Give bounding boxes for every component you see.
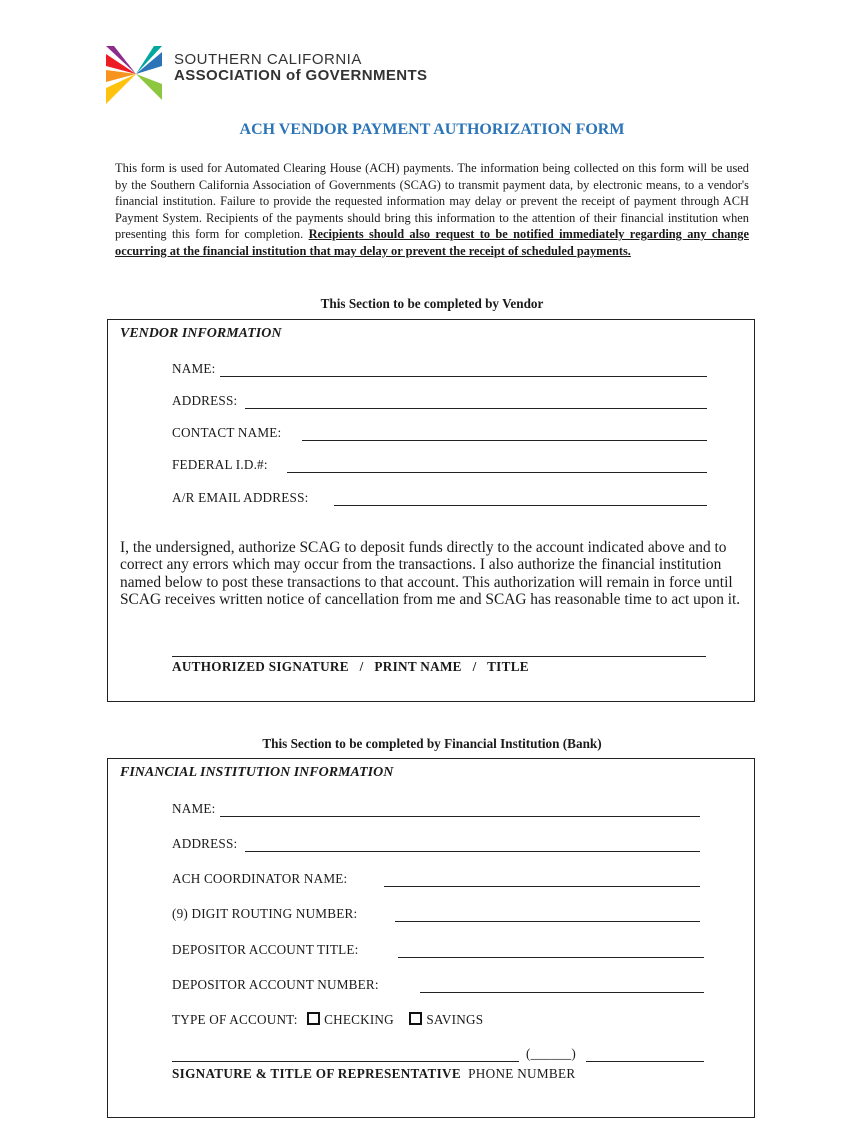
vendor-section-label: This Section to be completed by Vendor xyxy=(320,296,544,311)
bank-address-input[interactable] xyxy=(245,851,700,852)
authorized-signature-input[interactable] xyxy=(172,656,706,657)
routing-number-input[interactable] xyxy=(395,921,700,922)
account-title-input[interactable] xyxy=(398,957,704,958)
vendor-name-label: NAME: xyxy=(172,361,216,376)
account-number-label: DEPOSITOR ACCOUNT NUMBER: xyxy=(172,977,379,992)
vendor-federal-id-label: FEDERAL I.D.#: xyxy=(172,457,268,472)
scag-logo xyxy=(104,44,444,106)
logo-line-1: SOUTHERN CALIFORNIA xyxy=(174,51,362,68)
ach-coordinator-label: ACH COORDINATOR NAME: xyxy=(172,871,348,886)
scag-logo-mark-icon xyxy=(104,44,166,106)
vendor-name-input[interactable] xyxy=(220,376,707,377)
form-title: ACH VENDOR PAYMENT AUTHORIZATION FORM xyxy=(239,121,625,138)
checking-checkbox[interactable] xyxy=(307,1012,320,1025)
phone-number-caption: PHONE NUMBER xyxy=(468,1066,576,1081)
checking-label: CHECKING xyxy=(324,1012,394,1027)
vendor-info-box xyxy=(107,319,755,702)
representative-signature-input[interactable] xyxy=(172,1061,519,1062)
bank-address-label: ADDRESS: xyxy=(172,836,238,851)
vendor-contact-label: CONTACT NAME: xyxy=(172,425,282,440)
account-type-row xyxy=(172,1012,483,1028)
authorization-statement: I, the undersigned, authorize SCAG to deposit funds directly to the account indicated above and to correct any errors which may occur from the transactions. I also authorize the financial institution named below to post these transactions to that account. This authorization will remain in force until SCAG receives written notice of cancellation from me and SCAG has reasonable time to act upon it. xyxy=(120,539,741,609)
account-number-input[interactable] xyxy=(420,992,704,993)
bank-info-title: FINANCIAL INSTITUTION INFORMATION xyxy=(120,765,394,780)
savings-label: SAVINGS xyxy=(426,1012,484,1027)
intro-paragraph xyxy=(115,160,749,260)
savings-checkbox[interactable] xyxy=(409,1012,422,1025)
phone-number-input[interactable] xyxy=(586,1061,704,1062)
logo-line-2: ASSOCIATION of GOVERNMENTS xyxy=(174,66,428,84)
representative-signature-caption xyxy=(172,1066,575,1082)
vendor-info-title: VENDOR INFORMATION xyxy=(120,326,282,341)
phone-area-code: (______) xyxy=(526,1046,576,1061)
vendor-email-label: A/R EMAIL ADDRESS: xyxy=(172,490,309,505)
representative-caption-text: SIGNATURE & TITLE OF REPRESENTATIVE xyxy=(172,1066,461,1081)
account-title-label: DEPOSITOR ACCOUNT TITLE: xyxy=(172,942,359,957)
vendor-address-label: ADDRESS: xyxy=(172,393,238,408)
authorized-signature-caption: AUTHORIZED SIGNATURE / PRINT NAME / TITLE xyxy=(172,659,529,674)
ach-coordinator-input[interactable] xyxy=(384,886,700,887)
vendor-federal-id-input[interactable] xyxy=(287,472,707,473)
vendor-contact-input[interactable] xyxy=(302,440,707,441)
routing-number-label: (9) DIGIT ROUTING NUMBER: xyxy=(172,906,358,921)
account-type-label: TYPE OF ACCOUNT: xyxy=(172,1012,298,1027)
bank-section-label: This Section to be completed by Financial Institution (Bank) xyxy=(262,736,602,751)
bank-info-box xyxy=(107,758,755,1118)
vendor-email-input[interactable] xyxy=(334,505,707,506)
intro-text: This form is used for Automated Clearing House (ACH) payments. The information being collected on this form will be used by the Southern California Association of Governments (SCAG) to transmit payment data, by electronic means, to a vendor's financial institution. Failure to provide the requested information may delay or prevent the receipt of payment through ACH Payment System. Recipients of the payments should bring this information to the attention of their financial institution when presenting this form for completion. xyxy=(115,161,749,242)
bank-name-input[interactable] xyxy=(220,816,700,817)
vendor-address-input[interactable] xyxy=(245,408,707,409)
intro-emphasis: Recipients should also request to be notified immediately regarding any change occurring at the financial institution that may delay or prevent the receipt of scheduled payments. xyxy=(115,227,749,258)
bank-name-label: NAME: xyxy=(172,801,216,816)
